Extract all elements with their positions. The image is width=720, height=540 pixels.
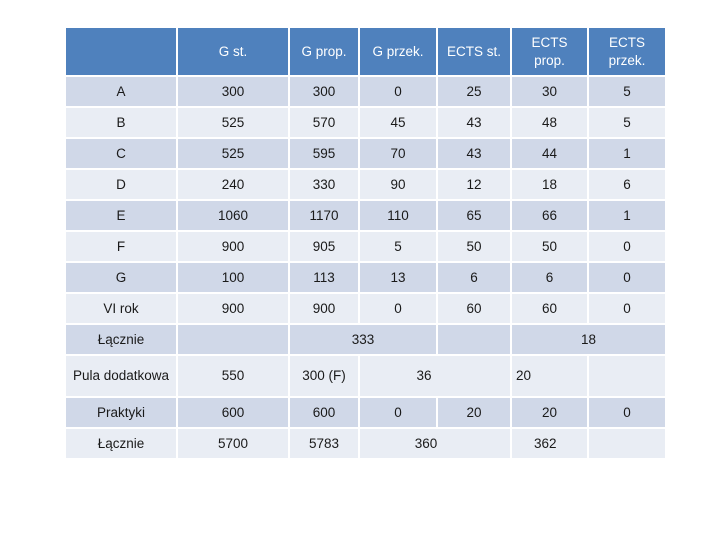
table-cell: 330 <box>289 169 359 200</box>
table-row <box>65 200 666 231</box>
ects-hours-table <box>64 26 667 460</box>
table-cell: 0 <box>359 76 437 107</box>
header-ects-prop: ECTS prop. <box>511 27 588 76</box>
table-cell: 20 <box>511 355 588 397</box>
row-label: Pula dodatkowa <box>65 355 177 397</box>
table-cell: 50 <box>511 231 588 262</box>
table-cell: 5700 <box>177 428 289 459</box>
table-cell: 900 <box>177 231 289 262</box>
table-cell: 20 <box>437 397 511 428</box>
header-row <box>65 27 666 76</box>
table-cell: 18 <box>511 324 666 355</box>
table-cell: 240 <box>177 169 289 200</box>
table-cell: 60 <box>437 293 511 324</box>
table-cell: 0 <box>359 397 437 428</box>
table-cell: 0 <box>588 397 666 428</box>
table-cell: 6 <box>437 262 511 293</box>
table-cell: 300 (F) <box>289 355 359 397</box>
table-cell: 60 <box>511 293 588 324</box>
table-row <box>65 138 666 169</box>
table-cell: 25 <box>437 76 511 107</box>
table-cell: 362 <box>511 428 588 459</box>
table-cell: 5 <box>588 76 666 107</box>
table-row <box>65 169 666 200</box>
table-cell: 0 <box>588 262 666 293</box>
row-label: Łącznie <box>65 428 177 459</box>
row-label: C <box>65 138 177 169</box>
table-row <box>65 76 666 107</box>
header-g-st: G st. <box>177 27 289 76</box>
table-row <box>65 397 666 428</box>
header-ects-st: ECTS st. <box>437 27 511 76</box>
table-cell: 20 <box>511 397 588 428</box>
table-cell: 18 <box>511 169 588 200</box>
table-cell: 550 <box>177 355 289 397</box>
table-cell: 66 <box>511 200 588 231</box>
header-ects-przek: ECTS przek. <box>588 27 666 76</box>
table-cell: 100 <box>177 262 289 293</box>
table-row <box>65 231 666 262</box>
table-cell: 12 <box>437 169 511 200</box>
table-cell: 0 <box>359 293 437 324</box>
table-cell: 5 <box>359 231 437 262</box>
header-g-prop: G prop. <box>289 27 359 76</box>
table-cell: 6 <box>588 169 666 200</box>
table-cell <box>177 324 289 355</box>
table-cell: 70 <box>359 138 437 169</box>
header-g-przek: G przek. <box>359 27 437 76</box>
table-cell: 333 <box>289 324 437 355</box>
table-cell: 525 <box>177 107 289 138</box>
table-cell: 6 <box>511 262 588 293</box>
row-label: Praktyki <box>65 397 177 428</box>
table-row <box>65 355 666 397</box>
table-row <box>65 293 666 324</box>
table-cell: 1 <box>588 138 666 169</box>
table-cell: 600 <box>289 397 359 428</box>
table-cell: 300 <box>177 76 289 107</box>
table-cell <box>437 324 511 355</box>
table-cell <box>588 355 666 397</box>
table-cell: 43 <box>437 138 511 169</box>
table-cell: 525 <box>177 138 289 169</box>
table-cell: 44 <box>511 138 588 169</box>
row-label: Łącznie <box>65 324 177 355</box>
row-label: D <box>65 169 177 200</box>
total-row <box>65 428 666 459</box>
table-row <box>65 262 666 293</box>
table-cell: 900 <box>289 293 359 324</box>
subtotal-row <box>65 324 666 355</box>
table-cell: 595 <box>289 138 359 169</box>
table-cell: 0 <box>588 231 666 262</box>
table-cell: 43 <box>437 107 511 138</box>
table-cell: 45 <box>359 107 437 138</box>
table-cell: 110 <box>359 200 437 231</box>
row-label: E <box>65 200 177 231</box>
row-label: G <box>65 262 177 293</box>
table-row <box>65 107 666 138</box>
table-cell: 0 <box>588 293 666 324</box>
row-label: A <box>65 76 177 107</box>
table-cell: 50 <box>437 231 511 262</box>
table-cell: 90 <box>359 169 437 200</box>
table-cell: 113 <box>289 262 359 293</box>
table-cell: 48 <box>511 107 588 138</box>
table-cell: 36 <box>359 355 511 397</box>
row-label: F <box>65 231 177 262</box>
table-cell: 600 <box>177 397 289 428</box>
table-cell <box>588 428 666 459</box>
table-cell: 360 <box>359 428 511 459</box>
row-label: VI rok <box>65 293 177 324</box>
table-cell: 5 <box>588 107 666 138</box>
header-cell-empty <box>65 27 177 76</box>
table-cell: 1170 <box>289 200 359 231</box>
table-cell: 1060 <box>177 200 289 231</box>
table-cell: 900 <box>177 293 289 324</box>
table-cell: 65 <box>437 200 511 231</box>
row-label: B <box>65 107 177 138</box>
table-cell: 905 <box>289 231 359 262</box>
table-cell: 13 <box>359 262 437 293</box>
table-cell: 30 <box>511 76 588 107</box>
table-cell: 570 <box>289 107 359 138</box>
table-cell: 1 <box>588 200 666 231</box>
table-cell: 5783 <box>289 428 359 459</box>
table-cell: 300 <box>289 76 359 107</box>
